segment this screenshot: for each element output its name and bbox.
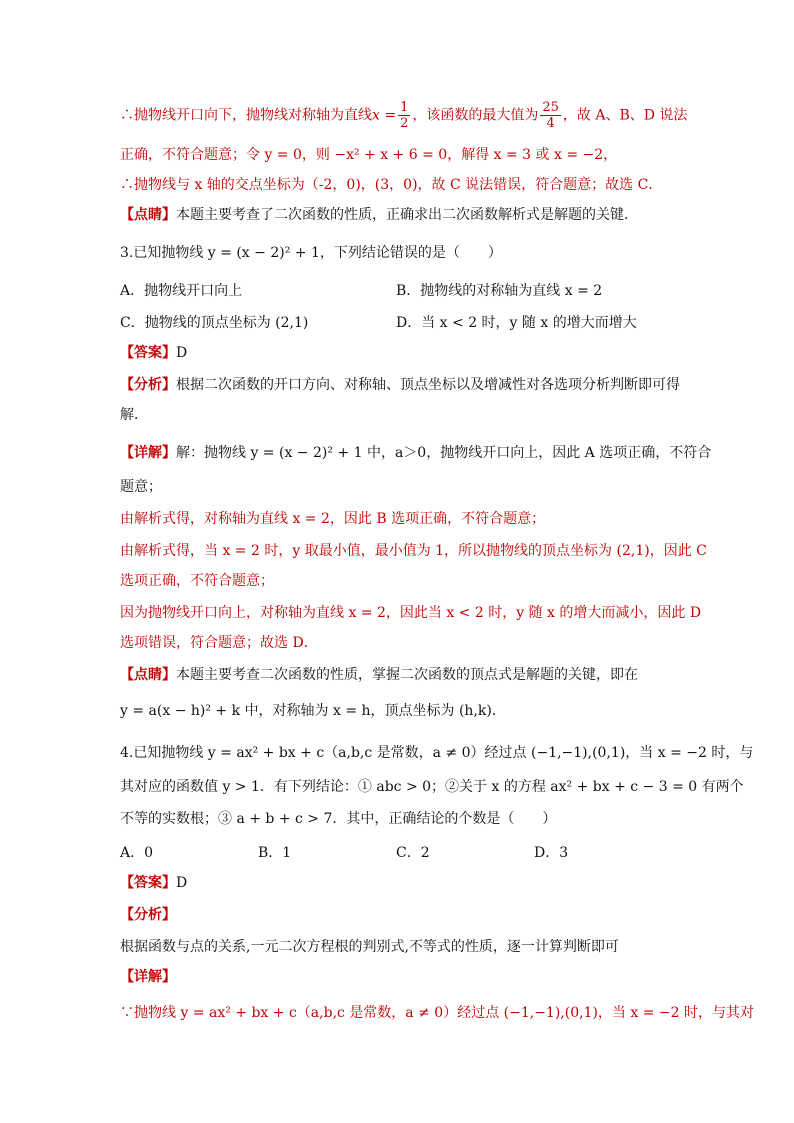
q3-analysis-line-2: 解． xyxy=(120,407,148,423)
fraction-half xyxy=(398,100,410,131)
q3-detail-line-7: 选项错误，符合题意；故选 D． xyxy=(120,635,318,651)
math-expression: x = xyxy=(372,107,397,124)
answer-tag: 【答案】 xyxy=(120,875,176,891)
q4-stem-line-1: 4.已知抛物线 y = ax² + bx + c（a,b,c 是常数，a ≠ 0）经过点 (−1,−1),(0,1)，当 x = −2 时，与 xyxy=(120,745,754,761)
q3-option-c: C．抛物线的顶点坐标为 (2,1) xyxy=(120,315,309,331)
q3-detail-line-2: 题意； xyxy=(120,479,162,495)
q4-stem-line-2: 其对应的函数值 y > 1．有下列结论：① abc > 0；②关于 x 的方程 ax² + bx + c − 3 = 0 有两个 xyxy=(120,779,744,795)
fraction-numerator: 25 xyxy=(542,100,559,115)
q4-answer xyxy=(120,874,187,892)
q4-stem-line-3: 不等的实数根；③ a + b + c > 7．其中，正确结论的个数是（ ） xyxy=(120,811,557,827)
q4-option-a: A．0 xyxy=(120,845,154,861)
solution-line-1 xyxy=(120,100,687,131)
analysis-text: 根据二次函数的开口方向、对称轴、顶点坐标以及增减性对各选项分析判断即可得 xyxy=(176,377,680,393)
q4-detail-tag-line xyxy=(120,968,176,986)
q3-detail-line-1 xyxy=(120,444,711,462)
q3-stem: 3.已知抛物线 y = (x − 2)² + 1，下列结论错误的是（ ） xyxy=(120,245,502,261)
q3-detail-line-6: 因为抛物线开口向上，对称轴为直线 x = 2，因此当 x < 2 时，y 随 x 的增大而减小，因此 D xyxy=(120,605,702,621)
q3-dianjing-line-1 xyxy=(120,666,638,684)
detail-text: 解：抛物线 y = (x − 2)² + 1 中，a＞0，抛物线开口向上，因此 A 选项正确，不符合 xyxy=(176,445,712,461)
dianjing-tag: 【点睛】 xyxy=(120,207,176,223)
analysis-tag: 【分析】 xyxy=(120,907,176,923)
fraction-25-4 xyxy=(540,100,561,131)
q3-detail-line-3: 由解析式得，对称轴为直线 x = 2，因此 B 选项正确，不符合题意； xyxy=(120,511,546,527)
q3-dianjing-line-2: y = a(x − h)² + k 中，对称轴为 x = h，顶点坐标为 (h,k)． xyxy=(120,703,506,719)
fraction-denominator: 2 xyxy=(400,116,409,131)
q3-option-a: A．抛物线开口向上 xyxy=(120,283,243,299)
q3-option-d: D．当 x < 2 时，y 随 x 的增大而增大 xyxy=(396,315,637,331)
q4-detail-line-1: ∵抛物线 y = ax² + bx + c（a,b,c 是常数，a ≠ 0）经过点 (−1,−1),(0,1)，当 x = −2 时，与其对 xyxy=(120,1005,754,1021)
dianjing-line xyxy=(120,206,638,224)
analysis-tag: 【分析】 xyxy=(120,377,176,393)
fraction-numerator: 1 xyxy=(400,100,409,115)
q3-option-b: B．抛物线的对称轴为直线 x = 2 xyxy=(396,283,603,299)
answer-tag: 【答案】 xyxy=(120,345,176,361)
q4-option-b: B．1 xyxy=(258,845,292,861)
q4-analysis-line-1: 根据函数与点的关系,一元二次方程根的判别式,不等式的性质，逐一计算判断即可 xyxy=(120,939,619,955)
solution-text: ，故 A、B、D 说法 xyxy=(562,107,688,124)
answer-value: D xyxy=(176,875,188,891)
fraction-denominator: 4 xyxy=(546,116,555,131)
q3-answer xyxy=(120,344,187,362)
dianjing-tag: 【点睛】 xyxy=(120,667,176,683)
q4-option-c: C．2 xyxy=(396,845,430,861)
solution-line-3: ∴抛物线与 x 轴的交点坐标为（-2，0)，(3，0)，故 C 说法错误，符合题意；故选 C． xyxy=(120,177,663,193)
detail-tag: 【详解】 xyxy=(120,969,176,985)
solution-text: ∴抛物线开口向下，抛物线对称轴为直线 xyxy=(120,107,372,124)
answer-value: D xyxy=(176,345,188,361)
q4-analysis-tag-line xyxy=(120,906,176,924)
q3-analysis-line-1 xyxy=(120,376,680,394)
q3-detail-line-4: 由解析式得，当 x = 2 时，y 取最小值，最小值为 1，所以抛物线的顶点坐标为 (2,1)，因此 C xyxy=(120,543,707,559)
dianjing-text: 本题主要考查二次函数的性质，掌握二次函数的顶点式是解题的关键，即在 xyxy=(176,667,638,683)
solution-text: ，该函数的最大值为 xyxy=(412,107,539,124)
q3-detail-line-5: 选项正确，不符合题意； xyxy=(120,573,274,589)
q4-option-d: D．3 xyxy=(534,845,569,861)
dianjing-text: 本题主要考查了二次函数的性质，正确求出二次函数解析式是解题的关键． xyxy=(176,207,638,223)
detail-tag: 【详解】 xyxy=(120,445,176,461)
solution-line-2: 正确，不符合题意；令 y = 0，则 −x² + x + 6 = 0，解得 x = 3 或 x = −2， xyxy=(120,147,618,163)
